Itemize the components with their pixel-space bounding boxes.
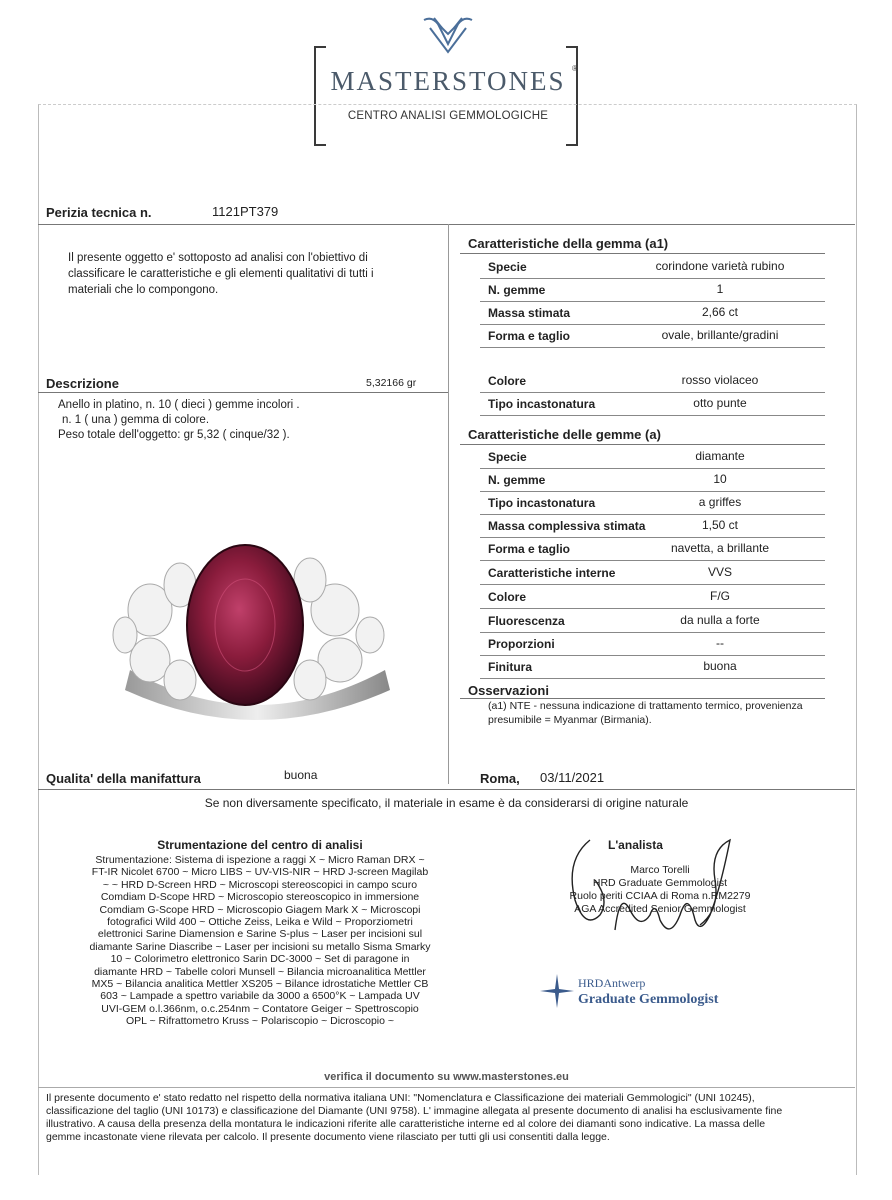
- hrd-brand: HRDAntwerp: [578, 976, 646, 990]
- gemme-a-row: [480, 562, 825, 585]
- hrd-star-icon: [540, 974, 574, 1008]
- divider: [38, 392, 448, 393]
- city-label: Roma,: [480, 771, 520, 786]
- perizia-number: 1121PT379: [212, 204, 279, 219]
- divider: [38, 789, 855, 790]
- row-label: Finitura: [488, 660, 532, 674]
- descrizione-line: Anello in platino, n. 10 ( dieci ) gemme incolori .: [58, 399, 300, 411]
- gemma-a1-row: [480, 370, 825, 393]
- strumentazione-line: 603 ~ Lampade a spettro variabile da 3000 a 6500°K ~ Lampada UV: [100, 990, 420, 1003]
- strumentazione-line: ~ ~ HRD D-Screen HRD ~ Microscopi stereoscopici in campo scuro: [102, 878, 418, 891]
- gemme-a-row: [480, 515, 825, 538]
- row-value: 1: [716, 282, 724, 296]
- analista-line: AGA Accredited Senior Gemmologist: [574, 903, 746, 915]
- report-date: 03/11/2021: [540, 770, 605, 785]
- column-divider: [448, 224, 449, 784]
- gemma-a1-row: [480, 279, 825, 302]
- descrizione-line: Peso totale dell'oggetto: gr 5,32 ( cinque/32 ).: [58, 429, 290, 441]
- gemme-a-row: [480, 469, 825, 492]
- analista-line: Marco Torelli: [630, 864, 690, 876]
- gemme-a-row: [480, 610, 825, 633]
- row-value: 1,50 ct: [701, 518, 739, 532]
- strumentazione-line: Strumentazione: Sistema di ispezione a raggi X ~ Micro Raman DRX ~: [95, 854, 425, 866]
- strumentazione-line: diamante HRD ~ Tabelle colori Munsell ~ Bilancia microanalitica Mettler: [94, 965, 426, 978]
- gemme-a-row: [480, 656, 825, 679]
- descrizione-label: Descrizione: [46, 376, 119, 391]
- strumentazione-line: UVI-GEM o.l.366nm, o.c.254nm ~ Contatore Geiger ~ Spettroscopio: [101, 1002, 419, 1015]
- strumentazione-line: MX5 ~ Bilancia analitica Mettler XS205 ~ Bilance idrostatiche Mettler CB: [91, 978, 429, 991]
- descrizione-line: n. 1 ( una ) gemma di colore.: [62, 414, 210, 426]
- osservazioni-label: Osservazioni: [468, 683, 549, 698]
- gemme-a-title: Caratteristiche delle gemme (a): [468, 427, 661, 442]
- osservazioni-line: (a1) NTE - nessuna indicazione di trattamento termico, provenienza: [488, 700, 803, 712]
- row-value: 10: [713, 472, 727, 486]
- row-value: buona: [703, 659, 737, 673]
- row-label: Massa complessiva stimata: [488, 519, 646, 533]
- analista-line: HRD Graduate Gemmologist: [592, 877, 728, 889]
- footer-line: gemme incastonate viene rilevata per calcolo. Il presente documento viene rilasciato per tutti gli usi consentiti dalla legge.: [46, 1131, 610, 1142]
- logo-subtitle: CENTRO ANALISI GEMMOLOGICHE: [347, 110, 549, 122]
- strumentazione-line: diamante Sarine Diascribe ~ Laser per incisioni su metallo Sisma Smarky: [89, 940, 431, 953]
- gemma-a1-row: [480, 325, 825, 348]
- row-label: N. gemme: [488, 283, 546, 297]
- row-label: Massa stimata: [488, 306, 571, 320]
- footer-line: illustrativo. A causa della presenza della montatura le indicazioni riferite alle caratteristiche interne ed al colore dei diamanti sono indicative. La massa delle: [46, 1118, 766, 1130]
- gemma-a1-row: [480, 393, 825, 416]
- row-value: ovale, brillante/gradini: [661, 328, 779, 342]
- row-value: --: [716, 636, 724, 650]
- perizia-label: Perizia tecnica n.: [46, 205, 152, 220]
- row-label: Colore: [488, 590, 527, 604]
- gemme-a-row: [480, 586, 825, 609]
- strumentazione-text: [40, 854, 480, 1028]
- row-label: Tipo incastonatura: [488, 496, 596, 510]
- footer-line: Il presente documento e' stato redatto nel rispetto della normativa italiana UNI: "Nomenclatura e Classificazione dei materiali Gemmologici" (UNI 10245),: [46, 1092, 755, 1104]
- analista-line: Ruolo periti CCIAA di Roma n.RM2279: [569, 890, 751, 902]
- signature: [560, 820, 740, 950]
- gemme-a-row: [480, 492, 825, 515]
- strumentazione-line: Comdiam D-Scope HRD ~ Microscopio stereoscopico in immersione: [100, 891, 420, 904]
- row-label: Forma e taglio: [488, 542, 571, 556]
- ring-photo: [110, 530, 400, 730]
- divider: [38, 224, 855, 225]
- row-value: VVS: [707, 565, 732, 579]
- divider: [460, 253, 825, 254]
- strumentazione-line: OPL ~ Rifrattometro Kruss ~ Polariscopio ~ Dicroscopio ~: [125, 1015, 395, 1028]
- hrd-title: Graduate Gemmologist: [578, 992, 719, 1007]
- gemma-a1-row: [480, 256, 825, 279]
- row-label: Fluorescenza: [488, 614, 565, 628]
- row-label: Tipo incastonatura: [488, 397, 596, 411]
- row-label: Caratteristiche interne: [488, 566, 616, 580]
- gemma-a1-row: [480, 302, 825, 325]
- row-value: rosso violaceo: [681, 373, 759, 387]
- row-value: diamante: [695, 449, 745, 463]
- verifica-link[interactable]: verifica il documento su www.masterstones.eu: [324, 1071, 569, 1083]
- gemme-a-row: [480, 538, 825, 561]
- row-label: Specie: [488, 260, 527, 274]
- row-value: F/G: [710, 589, 730, 603]
- strumentazione-line: FT-IR Nicolet 6700 ~ Micro LIBS ~ UV-VIS-NIR ~ HRD J-screen Magilab: [91, 866, 429, 879]
- divider: [460, 444, 825, 445]
- qualita-value: buona: [284, 768, 318, 782]
- row-value: da nulla a forte: [680, 613, 760, 627]
- row-label: Specie: [488, 450, 527, 464]
- divider: [460, 698, 825, 699]
- row-value: navetta, a brillante: [670, 541, 770, 555]
- intro-text: Il presente oggetto e' sottoposto ad analisi con l'obiettivo di classificare le caratteristiche e gli elementi qualitativi di tutti i materiali che lo compongono.: [68, 252, 374, 296]
- row-value: corindone varietà rubino: [655, 259, 785, 273]
- descrizione-weight: 5,32166 gr: [366, 377, 417, 389]
- analista-title: L'analista: [608, 838, 663, 852]
- gemme-a-row: [480, 633, 825, 656]
- row-label: Proporzioni: [488, 637, 555, 651]
- legal-footer: [46, 1092, 851, 1142]
- row-label: Colore: [488, 374, 527, 388]
- origine-note: Se non diversamente specificato, il materiale in esame è da considerarsi di origine naturale: [204, 796, 689, 810]
- strumentazione-title: Strumentazione del centro di analisi: [157, 838, 363, 852]
- row-label: Forma e taglio: [488, 329, 571, 343]
- gemma-a1-title: Caratteristiche della gemma (a1): [468, 236, 669, 251]
- row-label: N. gemme: [488, 473, 546, 487]
- footer-line: classificazione del taglio (UNI 10173) e classificazione del Diamante (UNI 9758). L' immagine allegata al presente documento di analisi ha esclusivamente fine: [46, 1105, 783, 1117]
- gemme-a-row: [480, 446, 825, 469]
- qualita-label: Qualita' della manifattura: [46, 771, 201, 786]
- row-value: 2,66 ct: [701, 305, 739, 319]
- logo-name: MASTERSTONES: [330, 66, 566, 96]
- logo-diamond-icon: [420, 14, 476, 54]
- registered-mark: ®: [572, 64, 578, 73]
- strumentazione-line: Comdiam G-Scope HRD ~ Microscopio Giagem Mark X ~ Microscopi: [99, 903, 421, 916]
- strumentazione-line: fotografici Wild 400 ~ Ottiche Zeiss, Leika e Wild ~ Proporziometri: [107, 916, 413, 929]
- divider: [38, 1087, 855, 1088]
- row-value: a griffes: [698, 495, 742, 509]
- strumentazione-line: 10 ~ Colorimetro elettronico Sarin DC-3000 ~ Set di paragone in: [110, 953, 410, 966]
- row-value: otto punte: [693, 396, 747, 410]
- strumentazione-line: elettronici Sarine Diamension e Sarine S-plus ~ Laser per incisioni sul: [97, 928, 423, 941]
- osservazioni-line: presumibile = Myanmar (Birmania).: [488, 714, 652, 726]
